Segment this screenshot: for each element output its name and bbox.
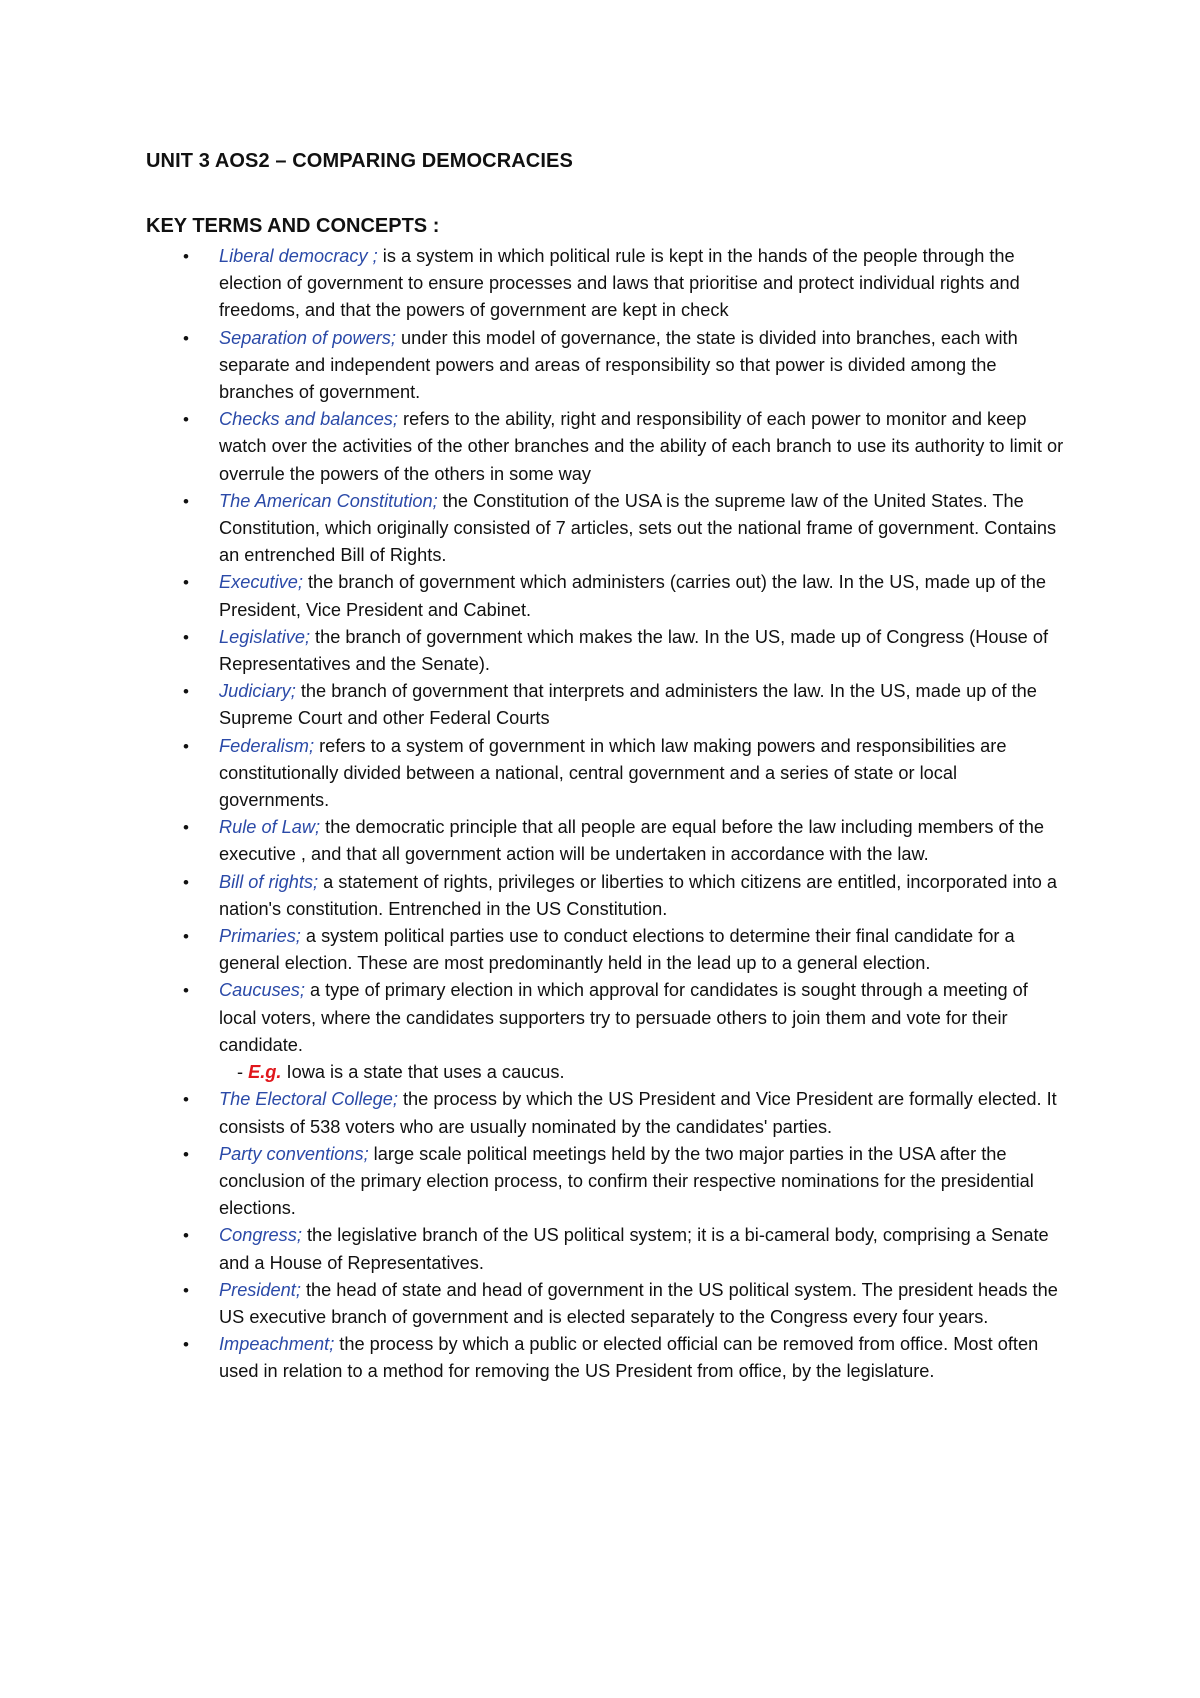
bullet-icon: • <box>183 981 189 1001</box>
term-definition: refers to the ability, right and responsibility of each power to monitor and keep watch over the activities of the other branches and the ability of each branch to use its authority to limit or overrule the powers of the others in some way <box>219 409 1064 484</box>
section-heading: KEY TERMS AND CONCEPTS : <box>146 215 440 237</box>
list-item <box>146 325 1066 407</box>
term-definition: the process by which a public or elected official can be removed from office. Most often used in relation to a method for removing the US President from office, by the legislature. <box>219 1334 1039 1382</box>
example-prefix: - <box>237 1062 249 1083</box>
example-text: Iowa is a state that uses a caucus. <box>281 1062 565 1083</box>
term-label: Caucuses; <box>219 980 305 1001</box>
term-label: Congress; <box>219 1225 302 1246</box>
list-item <box>146 977 1066 1086</box>
term-definition: the head of state and head of government in the US political system. The president heads the US executive branch of government and is elected separately to the Congress every four years. <box>219 1279 1058 1327</box>
bullet-icon: • <box>183 1090 189 1110</box>
term-definition: a type of primary election in which approval for candidates is sought through a meeting of local voters, where the candidates supporters try to persuade others to join them and vote for their candidate. <box>219 980 1028 1055</box>
list-item <box>146 678 1066 732</box>
list-item <box>146 923 1066 977</box>
term-definition: under this model of governance, the state is divided into branches, each with separate and independent powers and areas of responsibility so that power is divided among the branches of government. <box>219 327 1018 403</box>
term-label: Checks and balances; <box>219 409 398 430</box>
term-label: Party conventions; <box>219 1143 369 1164</box>
bullet-icon: • <box>183 818 189 838</box>
list-item <box>146 488 1066 570</box>
term-definition: the Constitution of the USA is the supreme law of the United States. The Constitution, which originally consisted of 7 articles, sets out the national frame of government. Contains an entrenched Bill of Rights. <box>219 490 1057 566</box>
term-label: Liberal democracy ; <box>219 246 378 266</box>
term-label: Impeachment; <box>219 1334 335 1355</box>
bullet-icon: • <box>183 410 189 430</box>
term-label: The Electoral College; <box>219 1089 398 1110</box>
bullet-icon: • <box>183 247 189 266</box>
example-label: E.g. <box>248 1062 282 1083</box>
term-definition: large scale political meetings held by the two major parties in the USA after the conclusion of the primary election process, to confirm their respective nominations for the presidential elections. <box>219 1143 1034 1219</box>
term-label: Separation of powers; <box>219 327 396 348</box>
list-item <box>146 1331 1066 1385</box>
bullet-icon: • <box>183 573 189 593</box>
term-definition: the process by which the US President and Vice President are formally elected. It consists of 538 voters who are usually nominated by the candidates' parties. <box>219 1089 1057 1137</box>
list-item <box>146 869 1066 923</box>
term-definition: the branch of government that interprets and administers the law. In the US, made up of the Supreme Court and other Federal Courts <box>219 681 1037 729</box>
term-definition: a system political parties use to conduct elections to determine their final candidate for a general election. These are most predominantly held in the lead up to a general election. <box>219 926 1015 974</box>
term-definition: the legislative branch of the US political system; it is a bi-cameral body, comprising a Senate and a House of Representatives. <box>219 1225 1049 1273</box>
term-label: Executive; <box>219 572 303 593</box>
term-label: The American Constitution; <box>219 490 438 511</box>
term-label: President; <box>219 1279 301 1300</box>
term-definition: is a system in which political rule is kept in the hands of the people through the election of government to ensure processes and laws that prioritise and protect individual rights and freedoms, and that the powers of government are kept in check <box>219 246 1020 321</box>
term-label: Bill of rights; <box>219 871 319 892</box>
document-title: UNIT 3 AOS2 – COMPARING DEMOCRACIES <box>146 150 573 172</box>
list-item <box>146 243 1066 325</box>
bullet-icon: • <box>183 682 189 702</box>
list-item <box>146 1222 1066 1276</box>
bullet-icon: • <box>183 927 189 947</box>
term-label: Primaries; <box>219 926 301 947</box>
bullet-icon: • <box>183 1335 189 1355</box>
term-label: Judiciary; <box>219 681 296 702</box>
bullet-icon: • <box>183 736 189 756</box>
list-item <box>146 814 1066 868</box>
term-definition: a statement of rights, privileges or liberties to which citizens are entitled, incorporated into a nation's constitution. Entrenched in the US Constitution. <box>219 871 1058 919</box>
list-item <box>146 406 1066 488</box>
list-item <box>146 569 1066 623</box>
list-item <box>146 733 1066 815</box>
example-line <box>219 1059 1066 1086</box>
term-definition: the branch of government which administers (carries out) the law. In the US, made up of the President, Vice President and Cabinet. <box>219 572 1046 620</box>
bullet-icon: • <box>183 872 189 892</box>
bullet-icon: • <box>183 1226 189 1246</box>
bullet-icon: • <box>183 491 189 511</box>
bullet-icon: • <box>183 1280 189 1300</box>
term-definition: the democratic principle that all people are equal before the law including members of the executive , and that all government action will be undertaken in accordance with the law. <box>219 817 1044 865</box>
term-definition: the branch of government which makes the law. In the US, made up of Congress (House of Representatives and the Senate). <box>219 626 1048 675</box>
term-definition: refers to a system of government in which law making powers and responsibilities are constitutionally divided between a national, central government and a series of state or local governments. <box>219 735 1007 811</box>
list-item <box>146 624 1066 678</box>
term-label: Legislative; <box>219 626 310 647</box>
list-item <box>146 1141 1066 1223</box>
term-label: Rule of Law; <box>219 817 321 838</box>
list-item <box>146 1086 1066 1140</box>
bullet-icon: • <box>183 1144 189 1164</box>
bullet-icon: • <box>183 627 189 647</box>
term-label: Federalism; <box>219 735 315 756</box>
list-item <box>146 1277 1066 1331</box>
key-terms-list <box>146 243 1066 1386</box>
bullet-icon: • <box>183 328 189 348</box>
